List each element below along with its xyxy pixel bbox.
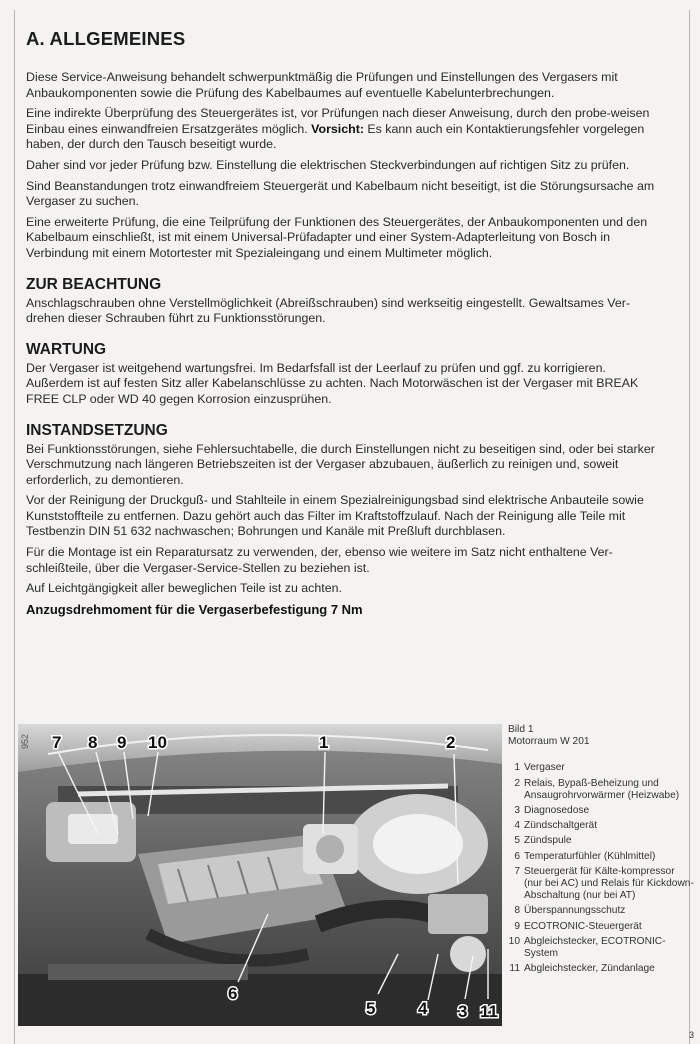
legend-item [508, 805, 694, 817]
legend-text: ECOTRONIC-Steuergerät [524, 920, 642, 932]
legend-item [508, 778, 694, 802]
legend-number: 2 [514, 777, 520, 789]
figure-caption [508, 724, 694, 978]
legend-number: 10 [508, 935, 520, 947]
legend-item [508, 905, 694, 917]
torque-note: Anzugsdrehmoment für die Vergaserbefestigung 7 Nm [26, 601, 363, 617]
document-body [26, 28, 662, 622]
legend-number: 9 [514, 920, 520, 932]
figure-code: 952 [20, 734, 30, 750]
legend-text: Diagnosedose [524, 805, 590, 817]
section-paragraph: Bei Funktionsstörungen, siehe Fehlersuchtabelle, die durch Einstellungen nicht zu beseitigen sind, oder bei starker Verschmutzung nach längeren Betriebszeiten ist der Vergaser abzubauen, äußerlich zu reinigen und, soweit erforderlich, zu demontieren. [26, 441, 655, 487]
callout-3: 3 [458, 1002, 468, 1021]
figure-title: Motorraum W 201 [508, 736, 590, 748]
legend-item [508, 936, 694, 960]
legend-text: Zündschaltgerät [524, 820, 598, 832]
legend-item [508, 866, 694, 903]
legend-item [508, 820, 694, 832]
callout-11: 11 [480, 1002, 498, 1021]
callout-6: 6 [228, 984, 238, 1003]
legend-number: 4 [514, 820, 520, 832]
legend-item [508, 835, 694, 847]
legend-text: Überspannungsschutz [524, 905, 626, 917]
legend-item [508, 963, 694, 975]
intro-paragraph-caution: Eine indirekte Überprüfung des Steuergerätes ist, vor Prüfungen nach dieser Anweisung, durch den probe-weisen Einbau eines einwandfreien Ersatzgerätes möglich. Vorsicht: Es kann auch ein Kontaktierungsfehler vorgelegen haben, der durch den Tausch beseitigt wurde. [26, 106, 650, 152]
figure-legend [508, 762, 694, 975]
engine-bay-photo [18, 724, 502, 1026]
section-paragraph: Vor der Reinigung der Druckguß- und Stahlteile in einem Spezialreinigungsbad sind elektrische Anbauteile sowie Kunststoffteile zu entfernen. Dazu gehört auch das Filter im Kraftstoffzulauf. Nach der Reinigung alle Teile mit Testbenzin DIN 51 632 nachwaschen; Bohrungen und Kanäle mit Preßluft durchblasen. [26, 493, 644, 539]
legend-text: Vergaser [524, 762, 565, 774]
callout-7: 7 [52, 733, 62, 752]
legend-number: 8 [514, 905, 520, 917]
intro-paragraph: Daher sind vor jeder Prüfung bzw. Einstellung die elektrischen Steckverbindungen auf richtigen Sitz zu prüfen. [26, 157, 630, 172]
legend-number: 6 [514, 850, 520, 862]
caution-label: Vorsicht: [311, 121, 364, 136]
legend-text: Temperaturfühler (Kühlmittel) [524, 850, 656, 862]
legend-text: Abgleichstecker, ECOTRONIC-System [524, 935, 666, 960]
callout-4: 4 [418, 999, 428, 1018]
legend-number: 1 [514, 762, 520, 774]
section-title-instandsetzung: INSTANDSETZUNG [26, 421, 168, 439]
intro-paragraph: Sind Beanstandungen trotz einwandfreiem Steuergerät und Kabelbaum nicht beseitigt, ist die Störungsursache am Vergaser zu suchen. [26, 178, 655, 209]
legend-item [508, 921, 694, 933]
section-title-wartung: WARTUNG [26, 340, 107, 358]
callout-9: 9 [117, 733, 127, 752]
section-paragraph: Für die Montage ist ein Reparatursatz zu verwenden, der, ebenso wie weitere im Satz nicht enthaltene Ver-schleißteile, über die Vergaser-Service-Stellen zu beziehen ist. [26, 545, 613, 575]
legend-number: 11 [509, 963, 520, 975]
legend-number: 3 [514, 805, 520, 817]
legend-text: Relais, Bypaß-Beheizung und Ansaugrohrvorwärmer (Heizwabe) [524, 777, 680, 801]
section-paragraph: Anschlagschrauben ohne Verstellmöglichkeit (Abreißschrauben) sind werkseitig eingestellt. Gewaltsames Ver-drehen dieser Schrauben führt zu Funktionsstörungen. [26, 295, 630, 326]
figure-label: Bild 1 [508, 724, 534, 735]
legend-text: Abgleichstecker, Zündanlage [524, 963, 655, 975]
figure-title-block [508, 724, 694, 748]
callout-8: 8 [88, 733, 98, 752]
intro-paragraph: Eine erweiterte Prüfung, die eine Teilprüfung der Funktionen des Steuergerätes, der Anbaukomponenten und den Kabelbaum einschließt, ist mit einem Universal-Prüfadapter und einer System-Adapterleitung von Bosch in Verbindung mit einem Motortester mit Spezialeingang und einem Multimeter möglich. [26, 214, 648, 260]
section-paragraph: Der Vergaser ist weitgehend wartungsfrei. Im Bedarfsfall ist der Leerlauf zu prüfen und ggf. zu korrigieren. Außerdem ist auf festen Sitz aller Kabelanschlüsse zu achten. Nach Motorwäschen ist der Vergaser mit BREAK FREE CLP oder WD 40 gegen Korrosion einzusprühen. [26, 360, 639, 406]
section-title-zur-beachtung: ZUR BEACHTUNG [26, 275, 162, 293]
section-paragraph: Auf Leichtgängigkeit aller beweglichen Teile ist zu achten. [26, 581, 342, 596]
page-title: A. ALLGEMEINES [26, 28, 186, 49]
legend-text: Zündspule [524, 835, 572, 847]
engine-bay-illustration [18, 724, 502, 1026]
callout-2: 2 [446, 733, 456, 752]
intro-paragraph: Diese Service-Anweisung behandelt schwerpunktmäßig die Prüfungen und Einstellungen des Vergasers mit Anbaukomponenten sowie die Prüfung des Kabelbaumes auf eventuelle Kabelunterbrechungen. [26, 70, 618, 100]
callout-10: 10 [148, 733, 167, 752]
legend-text: Steuergerät für Kälte-kompressor (nur bei AC) und Relais für Kickdown-Abschaltung (nur bei AT) [524, 865, 694, 902]
page-number: 3 [689, 1030, 695, 1040]
callout-1: 1 [319, 733, 329, 752]
legend-number: 7 [514, 865, 520, 877]
legend-item [508, 851, 694, 863]
callout-5: 5 [366, 999, 376, 1018]
legend-item [508, 762, 694, 774]
legend-number: 5 [514, 835, 520, 847]
